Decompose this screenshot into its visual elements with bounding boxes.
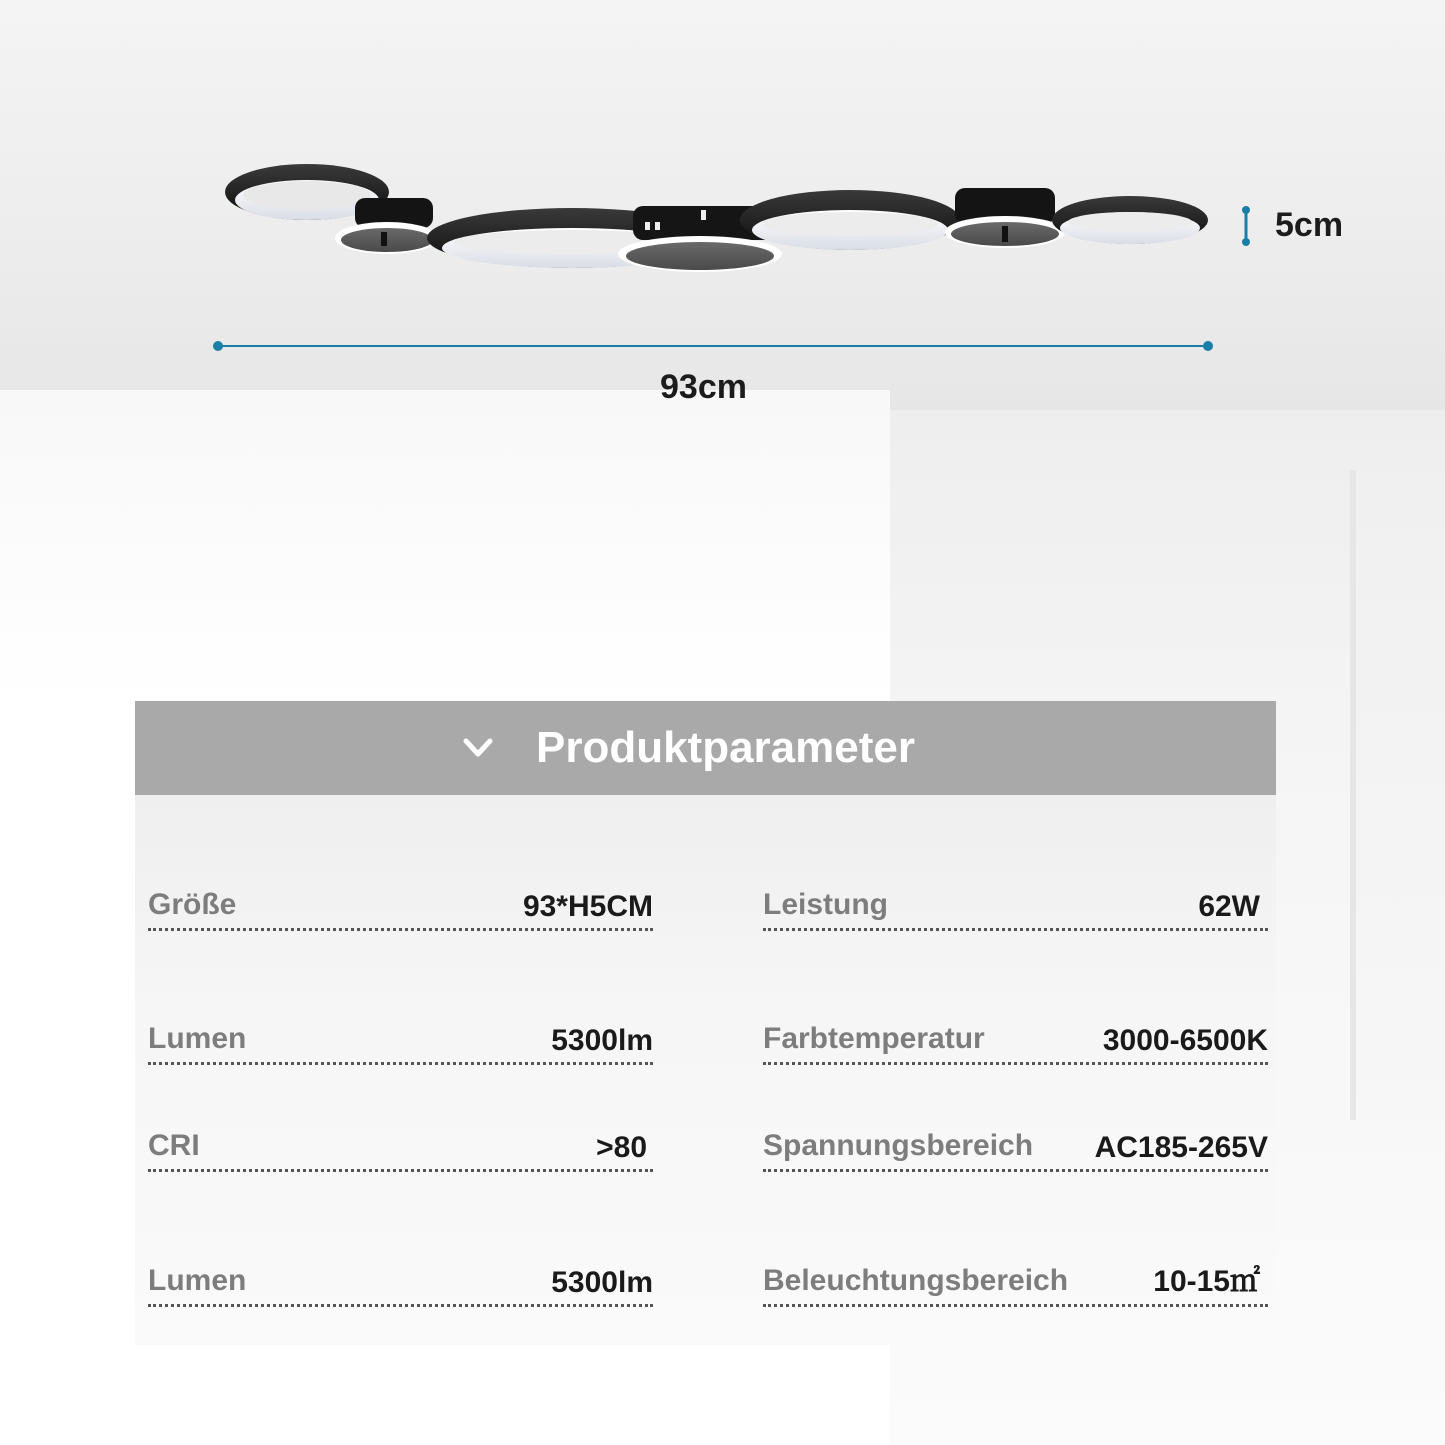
param-row-lighting-area <box>763 1264 1268 1307</box>
param-row-lumen <box>148 1022 653 1065</box>
param-row-color-temperature <box>763 1022 1268 1065</box>
params-header <box>135 701 1276 795</box>
params-title: Produktparameter <box>535 723 915 772</box>
param-row-cri <box>148 1129 653 1172</box>
param-label: CRI <box>148 1129 200 1162</box>
height-dimension-marker-icon <box>1238 206 1254 246</box>
param-value: 10-15㎡ <box>1153 1265 1260 1298</box>
param-label: Größe <box>148 888 237 921</box>
param-value: 5300lm <box>551 1024 653 1057</box>
param-value: 3000-6500K <box>1102 1024 1268 1057</box>
param-label: Leistung <box>763 888 888 921</box>
chevron-down-icon <box>463 737 493 759</box>
param-value: 5300lm <box>551 1266 653 1299</box>
width-dimension-line <box>218 345 1208 347</box>
param-row-power <box>763 888 1268 931</box>
param-row-lumen-2 <box>148 1264 653 1307</box>
param-label: Beleuchtungsbereich <box>763 1264 1069 1297</box>
param-row-voltage-range <box>763 1129 1268 1172</box>
width-dimension-end-dot <box>1203 341 1213 351</box>
param-label: Lumen <box>148 1264 247 1297</box>
param-label: Farbtemperatur <box>763 1022 985 1055</box>
window <box>1350 470 1445 1120</box>
param-value: AC185-265V <box>1094 1131 1268 1164</box>
params-body <box>135 795 1276 1345</box>
ceiling-lamp-image <box>215 150 1215 280</box>
param-value: >80 <box>596 1131 647 1164</box>
param-value: 93*H5CM <box>522 890 653 923</box>
param-row-size <box>148 888 653 931</box>
width-dimension-start-dot <box>213 341 223 351</box>
param-label: Lumen <box>148 1022 247 1055</box>
param-label: Spannungsbereich <box>763 1129 1034 1162</box>
param-value: 62W <box>1198 890 1260 923</box>
width-dimension-label: 93cm <box>660 368 747 406</box>
height-dimension-label: 5cm <box>1275 206 1344 244</box>
